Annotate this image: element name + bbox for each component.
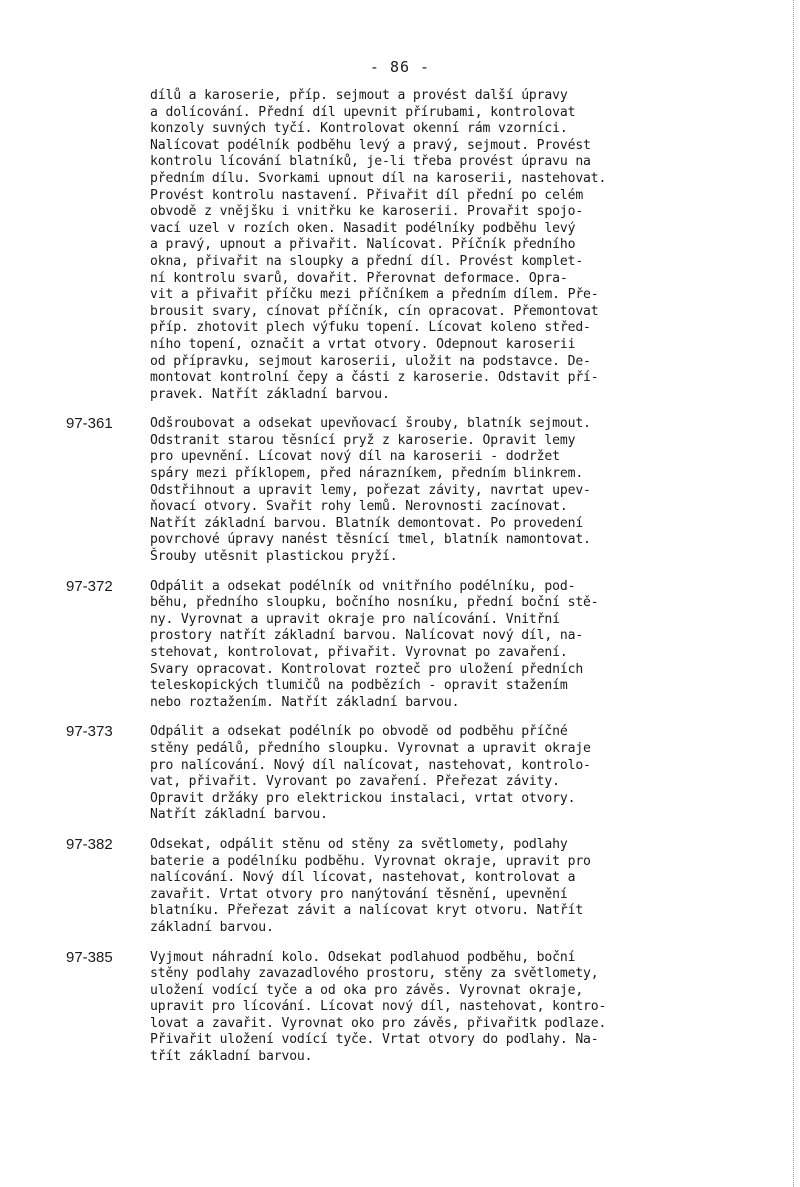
text-line: nebo roztažením. Natřít základní barvou. — [150, 694, 460, 710]
text-line: konzoly suvných tyčí. Kontrolovat okenní rám vzorníci. — [150, 121, 568, 137]
text-line: uložení vodící tyče a od oka pro závěs. Vyrovnat okraje, — [150, 982, 584, 998]
document-body — [0, 88, 800, 1079]
page-number: - 86 - — [369, 58, 431, 76]
operation-code: 97-372 — [66, 577, 113, 595]
text-line: Odšroubovat a odsekat upevňovací šrouby, blatník sejmout. — [150, 416, 591, 432]
text-line: Odpálit a odsekat podélník od vnitřního podélníku, pod- — [150, 578, 576, 594]
operation-code: 97-382 — [66, 835, 113, 853]
paragraph-97-361 — [0, 416, 800, 565]
text-line: okna, přivařit na sloupky a přední díl. Provést komplet- — [150, 253, 584, 269]
operation-code: 97-361 — [66, 415, 113, 433]
text-line: Odstranit starou těsnící pryž z karoserie. Opravit lemy — [150, 432, 576, 448]
text-line: vit a přivařit příčku mezi příčníkem a předním dílem. Pře- — [150, 287, 599, 303]
text-line: upravit pro lícování. Lícovat nový díl, nastehovat, kontro- — [150, 999, 607, 1015]
text-line: Odstřihnout a upravit lemy, pořezat závity, navrtat upev- — [150, 482, 591, 498]
text-line: ňovací otvory. Svařit rohy lemů. Nerovnosti zacínovat. — [150, 499, 568, 515]
paragraph-97-382 — [0, 837, 800, 937]
text-line: Provést kontrolu nastavení. Přivařit díl přední po celém — [150, 187, 584, 203]
text-line: pro nalícování. Nový díl nalícovat, nastehovat, kontrolo- — [150, 757, 591, 773]
text-line: obvodě z vnějšku i vnitřku ke karoserii. Provařit spojo- — [150, 204, 584, 220]
text-line: od přípravku, sejmout karoserii, uložit na podstavce. De- — [150, 353, 591, 369]
text-line: běhu, předního sloupku, bočního nosníku, přední boční stě- — [150, 595, 599, 611]
text-line: kontrolu lícování blatníků, je-li třeba provést úpravu na — [150, 154, 591, 170]
text-line: ní kontrolu svarů, dovařit. Přerovnat deformace. Opra- — [150, 270, 568, 286]
text-line: pro upevnění. Lícovat nový díl na karoserii - dodržet — [150, 449, 560, 465]
text-line: povrchové úpravy nanést těsnící tmel, blatník namontovat. — [150, 532, 591, 548]
operation-code: 97-385 — [66, 948, 113, 966]
text-line: Přivařit uložení vodící tyče. Vrtat otvory do podlahy. Na- — [150, 1032, 599, 1048]
text-line: vat, přivařit. Vyrovant po zavaření. Přeřezat závity. — [150, 774, 560, 790]
text-line: Opravit držáky pro elektrickou instalaci, vrtat otvory. — [150, 790, 576, 806]
text-line: vací uzel v rozích oken. Nasadit podélníky podběhu levý — [150, 220, 576, 236]
text-line: Nalícovat podélník podběhu levý a pravý, sejmout. Provést — [150, 137, 591, 153]
text-line: Odpálit a odsekat podélník po obvodě od podběhu příčné — [150, 724, 568, 740]
text-line: baterie a podélníku podběhu. Vyrovnat okraje, upravit pro — [150, 853, 591, 869]
text-line: a dolícování. Přední díl upevnit přírubami, kontrolovat — [150, 104, 576, 120]
text-line: Šrouby utěsnit plastickou pryží. — [150, 549, 398, 565]
text-line: prostory natřít základní barvou. Nalícovat nový díl, na- — [150, 628, 584, 644]
text-line: spáry mezi příklopem, před nárazníkem, předním blinkrem. — [150, 466, 584, 482]
text-line: základní barvou. — [150, 919, 274, 935]
paragraph-97-373 — [0, 724, 800, 824]
text-line: stěny podlahy zavazadlového prostoru, stěny za světlomety, — [150, 966, 599, 982]
text-line: dílů a karoserie, příp. sejmout a provést další úpravy — [150, 88, 568, 103]
text-line: montovat kontrolní čepy a části z karoserie. Odstavit pří- — [150, 370, 599, 386]
text-line: Natřít základní barvou. — [150, 807, 328, 823]
text-line: pravek. Natřít základní barvou. — [150, 386, 390, 402]
text-line: ního topení, označit a vrtat otvory. Odepnout karoserii — [150, 336, 576, 352]
text-line: nalícování. Nový díl lícovat, nastehovat, kontrolovat a — [150, 870, 576, 886]
text-line: ny. Vyrovnat a upravit okraje pro nalícování. Vnitřní — [150, 611, 560, 627]
text-line: lovat a zavařit. Vyrovnat oko pro závěs, přivařitk podlaze. — [150, 1015, 607, 1031]
paragraph-97-372 — [0, 579, 800, 712]
text-line: stehovat, kontrolovat, přivařit. Vyrovnat po zavaření. — [150, 645, 568, 660]
text-line: blatníku. Přeřezat závit a nalícovat kryt otvoru. Natřít — [150, 903, 584, 919]
text-line: Svary opracovat. Kontrolovat rozteč pro uložení předních — [150, 661, 584, 677]
text-line: brousit svary, cínovat příčník, cín opracovat. Přemontovat — [150, 303, 599, 319]
operation-code: 97-373 — [66, 723, 113, 741]
text-line: zavařit. Vrtat otvory pro nanýtování těsnění, upevnění — [150, 886, 568, 902]
text-line: Vyjmout náhradní kolo. Odsekat podlahuod podběhu, boční — [150, 949, 576, 965]
text-line: Odsekat, odpálit stěnu od stěny za světlomety, podlahy — [150, 836, 568, 852]
text-line: příp. zhotovit plech výfuku topení. Lícovat koleno střed- — [150, 320, 591, 336]
text-line: teleskopických tlumičů na podbězích - opravit stažením — [150, 678, 568, 694]
text-line: stěny pedálů, předního sloupku. Vyrovnat a upravit okraje — [150, 740, 591, 756]
text-line: a pravý, upnout a přivařit. Nalícovat. Příčník předního — [150, 237, 576, 253]
text-line: třít základní barvou. — [150, 1049, 313, 1065]
paragraph-continuation — [0, 88, 800, 403]
paragraph-97-385 — [0, 950, 800, 1066]
text-line: předním dílu. Svorkami upnout díl na karoserii, nastehovat. — [150, 170, 607, 186]
text-line: Natřít základní barvou. Blatník demontovat. Po provedení — [150, 515, 584, 531]
